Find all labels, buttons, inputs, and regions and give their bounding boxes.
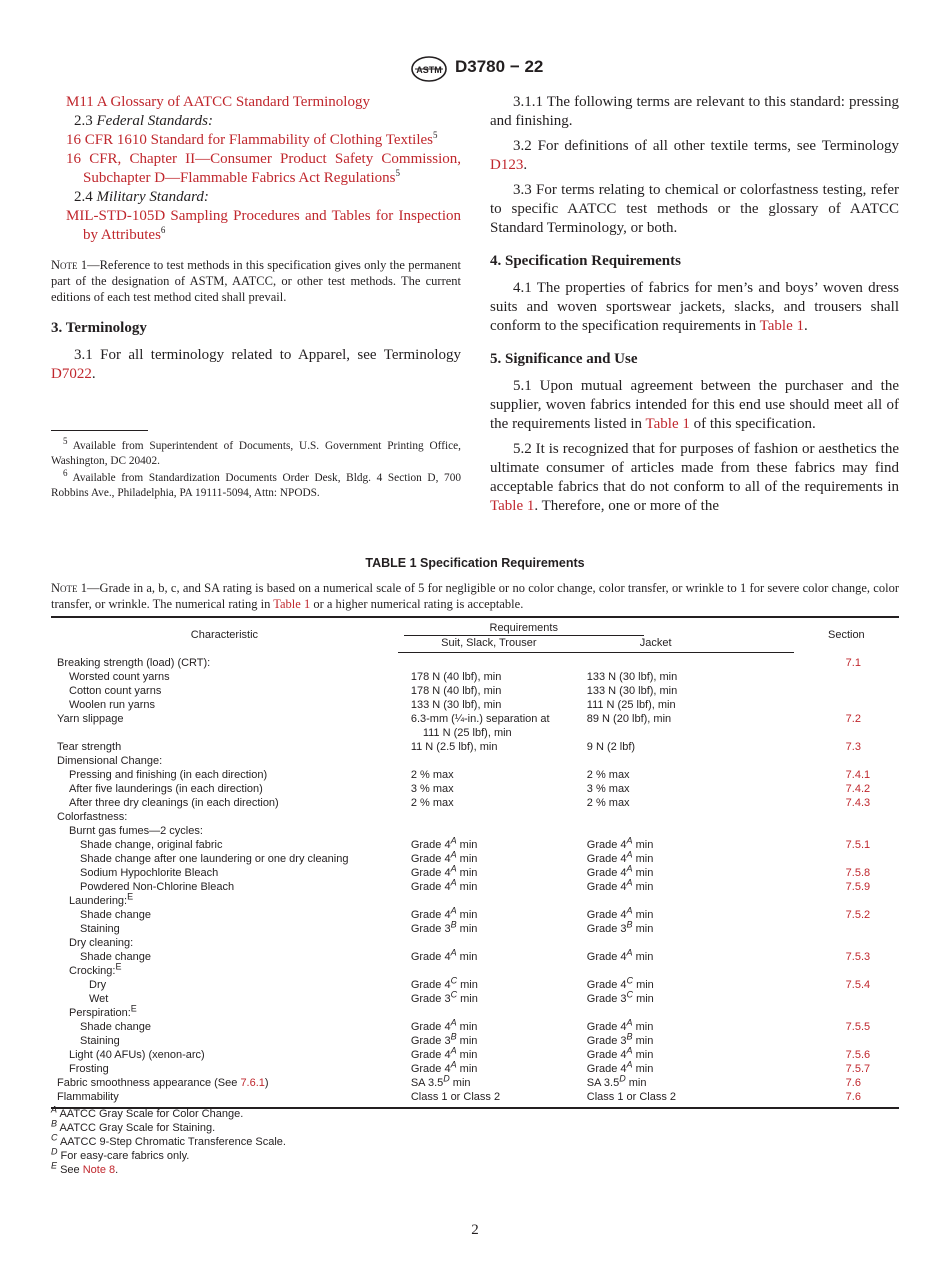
- link-table-1[interactable]: Table 1: [645, 416, 690, 432]
- cell-suit: Grade $4^A$ min: [410, 946, 478, 963]
- cell-suit: Grade $4^A$ min: [410, 834, 478, 851]
- cell-suit: [398, 894, 580, 908]
- table-body: [51, 653, 899, 1108]
- cell-characteristic: Pressing and finishing (in each direction): [69, 768, 268, 781]
- header-characteristic: Characteristic: [190, 629, 259, 642]
- table-footnote: $^C$ AATCC 9-Step Chromatic Transference Scale.: [51, 1132, 286, 1148]
- table-footnote: $^E$ See Note 8.: [51, 1160, 119, 1176]
- table-row: [51, 698, 899, 712]
- cell-characteristic: Worsted count yarns: [69, 670, 170, 683]
- para-4-1: 4.1 The properties of fabrics for men’s and boys’ woven dress suits and woven sportswear jackets, slacks, and trousers shall conform to the specification requirements in Table 1.: [490, 280, 899, 334]
- footnote-rule: [51, 430, 148, 431]
- table-row: [51, 866, 899, 880]
- document-designation: D3780 − 22: [455, 57, 544, 76]
- cell-jacket: 89 N (20 lbf), min: [586, 712, 672, 725]
- page-header: [0, 56, 950, 84]
- right-column: [490, 93, 899, 522]
- cell-section[interactable]: 7.5.4: [845, 978, 871, 991]
- military-standard-heading: 2.4 Military Standard:: [74, 189, 209, 205]
- ref-m11: [51, 93, 461, 112]
- cell-characteristic: Tear strength: [57, 740, 122, 753]
- left-column: [51, 93, 461, 503]
- cell-characteristic: Burnt gas fumes—2 cycles:: [69, 824, 203, 837]
- cell-jacket: SA $3.5^D$ min: [586, 1072, 647, 1089]
- ref-mil-std-link[interactable]: MIL-STD-105D Sampling Procedures and Tables for Inspection by Attributes: [66, 208, 461, 243]
- cell-jacket: Grade $4^A$ min: [586, 862, 654, 879]
- header-section: Section: [827, 629, 865, 642]
- header-suit: Suit, Slack, Trouser: [398, 636, 580, 653]
- cell-characteristic: Shade change after one laundering or one dry cleaning: [80, 852, 349, 865]
- cell-section[interactable]: [794, 894, 899, 908]
- cell-suit: Grade $4^C$ min: [410, 974, 478, 991]
- table-row: [51, 782, 899, 796]
- cell-jacket: [580, 894, 794, 908]
- table-row: [51, 894, 899, 908]
- cell-characteristic: Crocking:$^E$: [69, 960, 122, 977]
- ref-mil-std: [51, 207, 461, 245]
- header-requirements: Requirements: [398, 617, 794, 636]
- cell-suit: Grade $4^A$ min: [410, 876, 478, 893]
- cell-section[interactable]: [794, 824, 899, 838]
- cell-jacket: Grade $3^C$ min: [586, 988, 654, 1005]
- cell-section[interactable]: [794, 922, 899, 936]
- table-row: [51, 810, 899, 824]
- cell-characteristic: Woolen run yarns: [69, 698, 156, 711]
- cell-characteristic: Frosting: [69, 1062, 109, 1075]
- cell-section[interactable]: 7.5.5: [845, 1020, 871, 1033]
- cell-section[interactable]: 7.3: [845, 740, 861, 753]
- cell-jacket: Grade $4^A$ min: [586, 834, 654, 851]
- cell-section[interactable]: 7.5.6: [845, 1048, 871, 1061]
- cell-suit: 178 N (40 lbf), min: [410, 670, 502, 683]
- federal-standards-heading: 2.3 Federal Standards:: [74, 113, 214, 129]
- cell-jacket: 133 N (30 lbf), min: [586, 684, 678, 697]
- section-5-heading: 5. Significance and Use: [490, 351, 638, 367]
- cell-characteristic: Laundering:$^E$: [69, 890, 134, 907]
- table-row: [51, 1034, 899, 1048]
- table-row: [51, 1020, 899, 1034]
- table-row: [51, 653, 899, 670]
- para-3-1-1: 3.1.1 The following terms are relevant to this standard: pressing and finishing.: [490, 94, 899, 129]
- table-row: [51, 754, 899, 768]
- cell-characteristic: Colorfastness:: [57, 810, 128, 823]
- ref-m11-link[interactable]: M11 A Glossary of AATCC Standard Terminology: [66, 94, 370, 110]
- cell-suit: Grade $4^A$ min: [410, 1058, 478, 1075]
- section-3-heading: 3. Terminology: [51, 320, 147, 336]
- para-5-2: 5.2 It is recognized that for purposes of fashion or aesthetics the ultimate consumer of articles made from these fabrics may find acceptable fabrics that do not conform to all of the requirements in Table 1. Therefore, one or more of the: [490, 441, 899, 514]
- cell-section[interactable]: 7.5.2: [845, 908, 871, 921]
- cell-suit: [398, 824, 580, 838]
- link-section[interactable]: 7.6.1: [240, 1076, 265, 1089]
- ref-cfr-1610: [51, 131, 461, 150]
- cell-suit: [398, 1006, 580, 1020]
- table-row: [51, 1090, 899, 1108]
- cell-jacket: 9 N (2 lbf): [586, 740, 636, 753]
- cell-characteristic: Staining: [80, 1034, 120, 1047]
- table-footnotes: [51, 1104, 286, 1177]
- cell-jacket: Grade $4^A$ min: [586, 848, 654, 865]
- cell-characteristic: Powdered Non-Chlorine Bleach: [80, 880, 235, 893]
- table-row: [51, 1062, 899, 1076]
- cell-section[interactable]: [794, 684, 899, 698]
- table-footnote: $^A$ AATCC Gray Scale for Color Change.: [51, 1104, 244, 1120]
- cell-characteristic: Breaking strength (load) (CRT):: [57, 656, 211, 669]
- cell-suit: Grade $4^A$ min: [410, 848, 478, 865]
- table-note: Note 1—Grade in a, b, c, and SA rating is based on a numerical scale of 5 for negligible or no color change, color transfer, or wrinkle to 1 for severe color change, color transfer, or wrinkle. The numerical rating in Table 1 or a higher numerical rating is acceptable.: [51, 581, 899, 611]
- para-5-1: 5.1 Upon mutual agreement between the purchaser and the supplier, woven fabrics intended for this end use should meet all of the requirements listed in Table 1 of this specification.: [490, 378, 899, 432]
- cell-suit: Grade $4^A$ min: [410, 1044, 478, 1061]
- cell-suit: Grade $3^B$ min: [410, 918, 478, 935]
- cell-section[interactable]: [794, 936, 899, 950]
- table-row: [51, 838, 899, 852]
- cell-section[interactable]: [794, 670, 899, 684]
- cell-suit: Class 1 or Class 2: [398, 1090, 580, 1108]
- cell-section[interactable]: 7.5.9: [845, 880, 871, 893]
- table-row: [51, 852, 899, 866]
- table-row: [51, 1006, 899, 1020]
- table-row: [51, 922, 899, 936]
- cell-suit: 2 % max: [410, 796, 454, 809]
- cell-jacket: Grade $4^A$ min: [586, 946, 654, 963]
- footnote-5: $^5$ Available from Superintendent of Documents, U.S. Government Printing Office, Washington, DC 20402.: [51, 436, 461, 467]
- cell-section[interactable]: 7.5.7: [845, 1062, 871, 1075]
- link-note-8[interactable]: Note 8: [82, 1164, 116, 1176]
- table-row: [51, 1048, 899, 1062]
- cell-suit: Grade $4^A$ min: [410, 862, 478, 879]
- cell-section[interactable]: [794, 754, 899, 768]
- table-row: [51, 684, 899, 698]
- ref-cfr-1610-link[interactable]: 16 CFR 1610 Standard for Flammability of Clothing Textiles: [66, 132, 433, 148]
- cell-characteristic: Shade change: [80, 908, 151, 921]
- cell-jacket: [580, 1006, 794, 1020]
- cell-jacket: [580, 653, 794, 670]
- table-row: [51, 768, 899, 782]
- cell-jacket: [580, 964, 794, 978]
- cell-suit: SA $3.5^D$ min: [410, 1072, 471, 1089]
- cell-suit: [398, 936, 580, 950]
- cell-jacket: [580, 754, 794, 768]
- cell-section[interactable]: 7.4.1: [845, 768, 871, 781]
- link-d7022[interactable]: D7022: [51, 366, 92, 382]
- cell-section[interactable]: 7.2: [845, 712, 861, 725]
- cell-jacket: Grade $4^A$ min: [586, 876, 654, 893]
- cell-jacket: Grade $4^C$ min: [586, 974, 654, 991]
- cell-section[interactable]: 7.4.3: [845, 796, 871, 809]
- cell-section[interactable]: [794, 698, 899, 712]
- cell-jacket: Grade $4^A$ min: [586, 904, 654, 921]
- cell-characteristic: Dimensional Change:: [57, 754, 163, 767]
- table-row: [51, 978, 899, 992]
- cell-section[interactable]: 7.6: [845, 1076, 861, 1089]
- cell-jacket: 2 % max: [586, 796, 630, 809]
- cell-suit: Grade $4^A$ min: [410, 1016, 478, 1033]
- cell-section[interactable]: [794, 852, 899, 866]
- cell-characteristic: Flammability: [51, 1090, 398, 1108]
- link-table-1[interactable]: Table 1: [490, 498, 535, 514]
- astm-logo: [410, 56, 448, 82]
- table-row: [51, 992, 899, 1006]
- cell-suit: Grade $3^C$ min: [410, 988, 478, 1005]
- cell-jacket: Grade $3^B$ min: [586, 918, 654, 935]
- cell-jacket: [580, 824, 794, 838]
- cell-section[interactable]: [794, 964, 899, 978]
- table-row: [51, 908, 899, 922]
- cell-suit: 6.3-mm (¼-in.) separation at 111 N (25 lbf), min: [410, 712, 550, 739]
- cell-section[interactable]: 7.5.1: [845, 838, 871, 851]
- cell-characteristic: Perspiration:$^E$: [69, 1002, 137, 1019]
- table-row: [51, 824, 899, 838]
- cell-characteristic: Dry cleaning:: [69, 936, 134, 949]
- cell-suit: 133 N (30 lbf), min: [410, 698, 502, 711]
- table-footnote: $^D$ For easy-care fabrics only.: [51, 1146, 190, 1162]
- table-row: [51, 740, 899, 754]
- footnote-6: $^6$ Available from Standardization Documents Order Desk, Bldg. 4 Section D, 700 Robbins Ave., Philadelphia, PA 19111-5094, Attn: NPODS.: [51, 468, 461, 499]
- cell-section[interactable]: 7.5.8: [845, 866, 871, 879]
- footnote-mark: 6: [160, 225, 166, 235]
- cell-section[interactable]: [794, 992, 899, 1006]
- footnote-mark: 5: [395, 168, 400, 178]
- cell-suit: 178 N (40 lbf), min: [410, 684, 502, 697]
- table-row: [51, 1076, 899, 1090]
- cell-jacket: 2 % max: [586, 768, 630, 781]
- cell-characteristic: Shade change, original fabric: [80, 838, 223, 851]
- table-title: TABLE 1 Specification Requirements: [365, 556, 585, 570]
- cell-suit: 3 % max: [410, 782, 454, 795]
- cell-suit: 11 N (2.5 lbf), min: [410, 740, 498, 753]
- cell-section[interactable]: 7.6: [794, 1090, 899, 1108]
- cell-section[interactable]: 7.5.3: [845, 950, 871, 963]
- cell-characteristic: Staining: [80, 922, 120, 935]
- cell-suit: 2 % max: [410, 768, 454, 781]
- cell-characteristic: Yarn slippage: [57, 712, 124, 725]
- header-jacket: Jacket: [580, 636, 794, 653]
- cell-suit: [398, 653, 580, 670]
- logo-text: ASTM: [416, 65, 442, 75]
- cell-characteristic: Shade change: [80, 950, 151, 963]
- para-3-2: 3.2 For definitions of all other textile terms, see Terminology D123.: [490, 138, 899, 173]
- cell-jacket: Grade $4^A$ min: [586, 1058, 654, 1075]
- ref-cfr-chapter-ii: [51, 150, 461, 188]
- cell-jacket: Class 1 or Class 2: [580, 1090, 794, 1108]
- cell-characteristic: Fabric smoothness appearance (See 7.6.1): [57, 1076, 269, 1089]
- link-d123[interactable]: D123: [490, 157, 524, 173]
- cell-suit: [398, 964, 580, 978]
- cell-section[interactable]: [794, 1034, 899, 1048]
- footnote-mark: 5: [433, 130, 438, 140]
- cell-jacket: 3 % max: [586, 782, 630, 795]
- cell-characteristic: Dry: [89, 978, 107, 991]
- table-row: [51, 670, 899, 684]
- para-3-3: 3.3 For terms relating to chemical or colorfastness testing, refer to specific AATCC test methods or the glossary of AATCC Standard Terminology, or both.: [490, 182, 899, 236]
- spec-requirements-table: [51, 616, 899, 1109]
- cell-jacket: Grade $3^B$ min: [586, 1030, 654, 1047]
- cell-jacket: [580, 810, 794, 824]
- cell-section[interactable]: 7.4.2: [845, 782, 871, 795]
- cell-jacket: [580, 936, 794, 950]
- table-row: [51, 796, 899, 810]
- cell-suit: Grade $3^B$ min: [410, 1030, 478, 1047]
- para-3-1: 3.1 For all terminology related to Apparel, see Terminology D7022.: [51, 347, 461, 382]
- cell-characteristic: After three dry cleanings (in each direction): [69, 796, 279, 809]
- table-row: [51, 936, 899, 950]
- section-4-heading: 4. Specification Requirements: [490, 253, 681, 269]
- cell-jacket: 111 N (25 lbf), min: [586, 698, 676, 711]
- cell-section[interactable]: 7.1: [845, 656, 861, 669]
- cell-jacket: 133 N (30 lbf), min: [586, 670, 678, 683]
- cell-suit: [398, 754, 580, 768]
- cell-section[interactable]: [794, 1006, 899, 1020]
- cell-characteristic: Sodium Hypochlorite Bleach: [80, 866, 219, 879]
- cell-suit: Grade $4^A$ min: [410, 904, 478, 921]
- cell-jacket: Grade $4^A$ min: [586, 1016, 654, 1033]
- table-row: [51, 712, 899, 740]
- cell-section[interactable]: [794, 810, 899, 824]
- cell-suit: [398, 810, 580, 824]
- cell-characteristic: Light (40 AFUs) (xenon-arc): [69, 1048, 205, 1061]
- cell-characteristic: After five launderings (in each direction): [69, 782, 263, 795]
- link-table-1[interactable]: Table 1: [759, 318, 805, 334]
- cell-characteristic: Shade change: [80, 1020, 151, 1033]
- table-row: [51, 950, 899, 964]
- note-1: Note 1—Reference to test methods in this specification gives only the permanent part of the designation of ASTM, AATCC, or other test methods. The current editions of each test method cited shall prevail.: [51, 258, 461, 304]
- link-table-1[interactable]: Table 1: [273, 597, 311, 611]
- table-footnote: $^B$ AATCC Gray Scale for Staining.: [51, 1118, 216, 1134]
- cell-jacket: Grade $4^A$ min: [586, 1044, 654, 1061]
- ref-cfr-chapter-ii-link[interactable]: 16 CFR, Chapter II—Consumer Product Safety Commission, Subchapter D—Flammable Fabrics Act Regulations: [66, 151, 461, 186]
- page-number: 2: [471, 1222, 479, 1238]
- table-row: [51, 964, 899, 978]
- cell-characteristic: Cotton count yarns: [69, 684, 162, 697]
- cell-characteristic: Wet: [89, 992, 109, 1005]
- table-row: [51, 880, 899, 894]
